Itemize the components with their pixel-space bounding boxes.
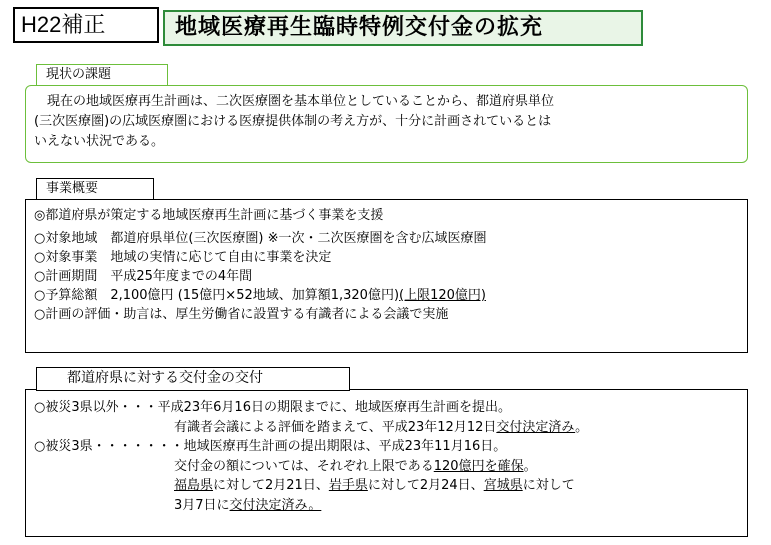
- grant-line: 有識者会議による評価を踏まえて、平成23年12月12日交付決定済み。: [174, 419, 589, 435]
- issue-line: (三次医療圏)の広域医療圏における医療提供体制の考え方が、十分に計画されているとは: [34, 114, 552, 129]
- grant-line: 福島県に対して2月21日、岩手県に対して2月24日、宮城県に対して: [174, 478, 575, 493]
- overview-label: 事業概要: [36, 178, 154, 200]
- grant-line: ○被災3県以外・・・平成23年6月16日の期限までに、地域医療再生計画を提出。: [34, 400, 511, 415]
- grant-line: 3月7日に交付決定済み。: [174, 497, 322, 513]
- grant-line: ○被災3県・・・・・・・地域医療再生計画の提出期限は、平成23年11月16日。: [34, 439, 507, 454]
- budget-cap-note: (上限120億円): [399, 288, 486, 303]
- grant-label: 都道府県に対する交付金の交付: [36, 367, 350, 391]
- issue-line: 現在の地域医療再生計画は、二次医療圏を基本単位としていることから、都道府県単位: [34, 94, 555, 109]
- overview-item: ○予算総額 2,100億円 (15億円×52地域、加算額1,320億円)(上限120億円): [34, 288, 486, 303]
- current-issue-box: [25, 85, 748, 163]
- grant-box: [25, 389, 748, 537]
- overview-item: ○対象事業 地域の実情に応じて自由に事業を決定: [34, 250, 332, 265]
- overview-item: ○計画の評価・助言は、厚生労働省に設置する有識者による会議で実施: [34, 307, 449, 322]
- page-title: 地域医療再生臨時特例交付金の拡充: [163, 10, 643, 46]
- overview-box: [25, 199, 748, 353]
- issue-line: いえない状況である。: [34, 134, 165, 149]
- overview-item: ○対象地域 都道府県単位(三次医療圏) ※一次・二次医療圏を含む広域医療圏: [34, 231, 487, 246]
- overview-lead: ◎都道府県が策定する地域医療再生計画に基づく事業を支援: [34, 208, 384, 223]
- grant-line: 交付金の額については、それぞれ上限である120億円を確保。: [174, 458, 537, 474]
- fiscal-tag: H22補正: [13, 7, 159, 43]
- current-issue-label: 現状の課題: [36, 64, 168, 86]
- overview-item: ○計画期間 平成25年度までの4年間: [34, 269, 253, 284]
